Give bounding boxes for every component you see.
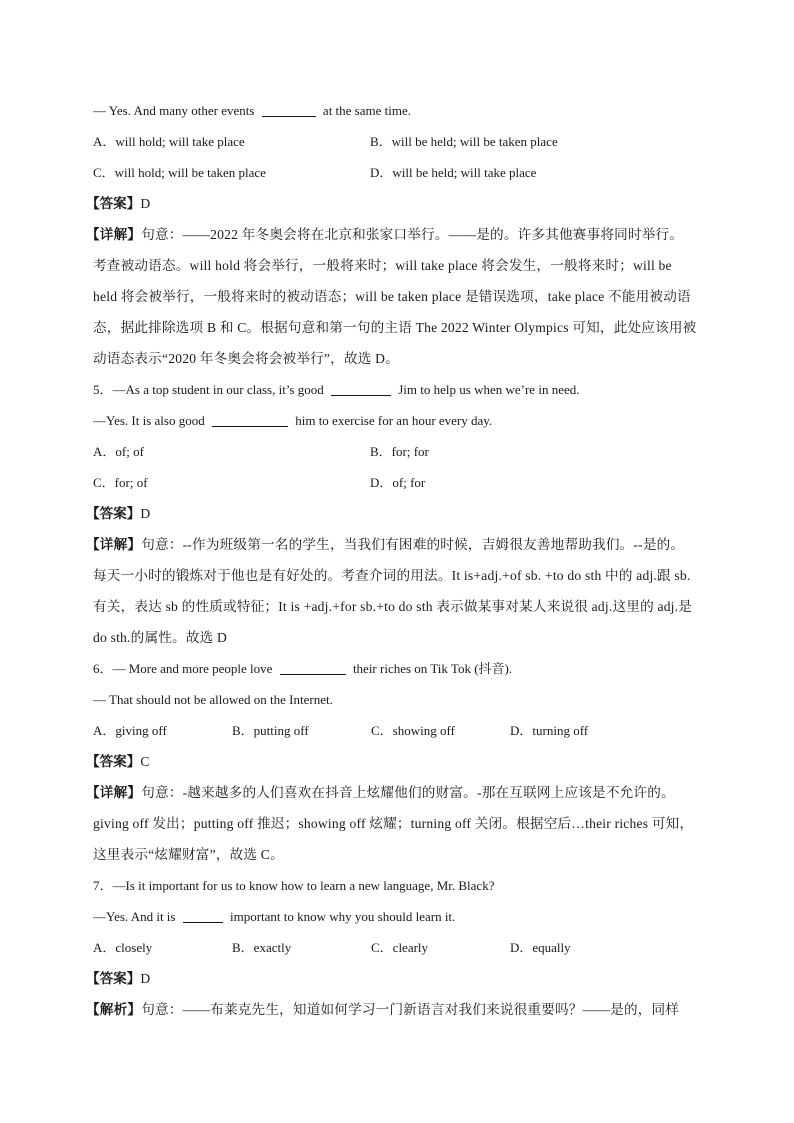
answer-blank (212, 412, 288, 427)
q6-answer: 【答案】C (86, 754, 150, 769)
q6-option-a: A．giving off (93, 723, 167, 738)
q5-options-row1 (93, 439, 705, 470)
q6-option-b: B．putting off (232, 723, 309, 738)
q5-options-row2 (93, 470, 705, 501)
q5-line1: 5．—As a top student in our class, it’s good Jim to help us when we’re in need. (93, 382, 580, 397)
document-page (86, 98, 705, 1028)
q7-option-c: C．clearly (371, 940, 429, 955)
q6-line2: — That should not be allowed on the Internet. (93, 692, 333, 707)
answer-blank (331, 381, 391, 396)
q5-detail-line1: 【详解】句意：--作为班级第一名的学生，当我们有困难的时候，吉姆很友善地帮助我们。--是的。 (86, 537, 685, 552)
q5-option-a: A．of; of (93, 444, 144, 459)
q4-detail-line5: 动语态表示“2020 年冬奥会将会被举行”，故选 D。 (93, 351, 399, 366)
q6-detail-line3: 这里表示“炫耀财富”，故选 C。 (93, 847, 284, 862)
q7-option-b: B．exactly (232, 940, 292, 955)
answer-blank (280, 660, 346, 675)
q5-detail-line2: 每天一小时的锻炼对于他也是有好处的。考查介词的用法。It is+adj.+of sb. +to do sth 中的 adj.跟 sb. (93, 568, 691, 583)
q5-option-b: B．for; for (370, 444, 429, 459)
q6-options (93, 718, 705, 749)
q4-option-a: A．will hold; will take place (93, 134, 245, 149)
q4-detail-line3: held 将会被举行，一般将来时的被动语态；will be taken place 是错误选项，take place 不能用被动语 (93, 289, 691, 304)
q7-line1: 7．—Is it important for us to know how to learn a new language, Mr. Black? (93, 878, 495, 893)
answer-blank (262, 102, 316, 117)
q4-detail-line4: 态，据此排除选项 B 和 C。根据句意和第一句的主语 The 2022 Winter Olympics 可知，此处应该用被 (93, 320, 697, 335)
q4-line2: — Yes. And many other events at the same time. (93, 103, 412, 118)
q5-answer: 【答案】D (86, 506, 151, 521)
q7-answer: 【答案】D (86, 971, 151, 986)
q7-analysis-line1: 【解析】句意：——布莱克先生，知道如何学习一门新语言对我们来说很重要吗？——是的，同样 (86, 1002, 680, 1017)
q4-option-b: B．will be held; will be taken place (370, 134, 558, 149)
answer-blank (183, 908, 223, 923)
q5-option-d: D．of; for (370, 475, 426, 490)
q6-detail-line1: 【详解】句意：-越来越多的人们喜欢在抖音上炫耀他们的财富。-那在互联网上应该是不允许的。 (86, 785, 675, 800)
q4-option-d: D．will be held; will take place (370, 165, 537, 180)
q4-detail-line2: 考查被动语态。will hold 将会举行，一般将来时；will take place 将会发生，一般将来时；will be (93, 258, 672, 273)
q4-options-row2 (93, 160, 705, 191)
q6-option-d: D．turning off (510, 723, 589, 738)
q4-answer: 【答案】D (86, 196, 151, 211)
q5-line2: —Yes. It is also good him to exercise for an hour every day. (93, 413, 493, 428)
q6-detail-line2: giving off 发出；putting off 推迟；showing off 炫耀；turning off 关闭。根据空后…their riches 可知， (93, 816, 694, 831)
q5-detail-line4: do sth.的属性。故选 D (93, 630, 228, 645)
q5-detail-line3: 有关，表达 sb 的性质或特征；It is +adj.+for sb.+to do sth 表示做某事对某人来说很 adj.这里的 adj.是 (93, 599, 693, 614)
q4-option-c: C．will hold; will be taken place (93, 165, 266, 180)
q4-options-row1 (93, 129, 705, 160)
q7-option-d: D．equally (510, 940, 571, 955)
q7-options (93, 935, 705, 966)
q4-detail-line1: 【详解】句意：——2022 年冬奥会将在北京和张家口举行。——是的。许多其他赛事将同时举行。 (86, 227, 684, 242)
q5-option-c: C．for; of (93, 475, 148, 490)
q7-option-a: A．closely (93, 940, 153, 955)
q6-line1: 6．— More and more people love their riches on Tik Tok (抖音). (93, 661, 513, 676)
q7-line2: —Yes. And it is important to know why you should learn it. (93, 909, 456, 924)
q6-option-c: C．showing off (371, 723, 455, 738)
